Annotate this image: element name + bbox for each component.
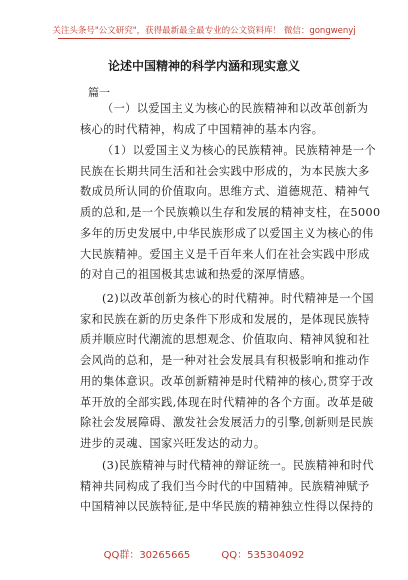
qq-group-number: QQ群：30265665 bbox=[103, 550, 191, 561]
text-line: 数成员所认同的价值取向。思维方式、道德规范、精神气 bbox=[80, 185, 370, 199]
text-line: （1）以爱国主义为核心的民族精神。民族精神是一个 bbox=[102, 144, 377, 157]
text-line: 质的总和,是一个民族赖以生存和发展的精神支柱，在5000 bbox=[80, 206, 381, 220]
text-line: 的对自己的祖国极其忠诚和热爱的深厚情感。 bbox=[80, 268, 312, 282]
text-line: (2)以改革创新为核心的时代精神。时代精神是一个国 bbox=[102, 292, 374, 305]
text-line: 除社会发展障碍、激发社会发展活力的引擎,创新则是民族 bbox=[80, 416, 374, 430]
paragraph-1 bbox=[80, 99, 369, 140]
text-line: 革开放的全部实践,体现在时代精神的各个方面。改革是破 bbox=[80, 395, 374, 409]
text-line: （一）以爱国主义为核心的民族精神和以改革创新为 bbox=[102, 102, 369, 115]
text-line: 用的集体意识。改革创新精神是时代精神的核心,贯穿于改 bbox=[80, 374, 374, 388]
text-line: 民族在长期共同生活和社会实践中形成的，为本民族大多 bbox=[80, 164, 370, 178]
text-line: (3)民族精神与时代精神的辩证统一。民族精神和时代 bbox=[102, 459, 374, 472]
contact-footer bbox=[0, 546, 408, 561]
text-line: 核心的时代精神，构成了中国精神的基本内容。 bbox=[80, 122, 324, 136]
text-line: 中国精神以民族特征,是中华民族的精神独立性得以保持的 bbox=[80, 500, 374, 514]
text-line: 大民族精神。爱国主义是千百年来人们在社会实践中形成 bbox=[80, 247, 370, 261]
document-title: 论述中国精神的科学内涵和现实意义 bbox=[107, 59, 300, 73]
text-line: 多年的历史发展中,中华民族形成了以爱国主义为核心的伟 bbox=[80, 226, 374, 240]
paragraph-4 bbox=[80, 456, 374, 518]
qq-number: QQ：535304092 bbox=[221, 550, 305, 561]
paragraph-3 bbox=[80, 289, 374, 455]
header-divider bbox=[58, 38, 350, 39]
paragraph-2 bbox=[80, 141, 381, 286]
promo-header: 关注头条号"公文研究"，获得最新最全最专业的公文资料库！ 微信：gongwenyj bbox=[52, 26, 356, 36]
text-line: 会风尚的总和，是一种对社会发展具有积极影响和推动作 bbox=[80, 354, 370, 368]
section-label: 篇一 bbox=[88, 86, 110, 99]
text-line: 精神共同构成了我们当今时代的中国精神。民族精神赋予 bbox=[80, 479, 370, 493]
text-line: 家和民族在新的历史条件下形成和发展的，是体现民族特 bbox=[80, 312, 370, 326]
text-line: 进步的灵魂、国家兴旺发达的动力。 bbox=[80, 436, 266, 450]
text-line: 质并顺应时代潮流的思想观念、价值取向、精神风貌和社 bbox=[80, 333, 370, 347]
